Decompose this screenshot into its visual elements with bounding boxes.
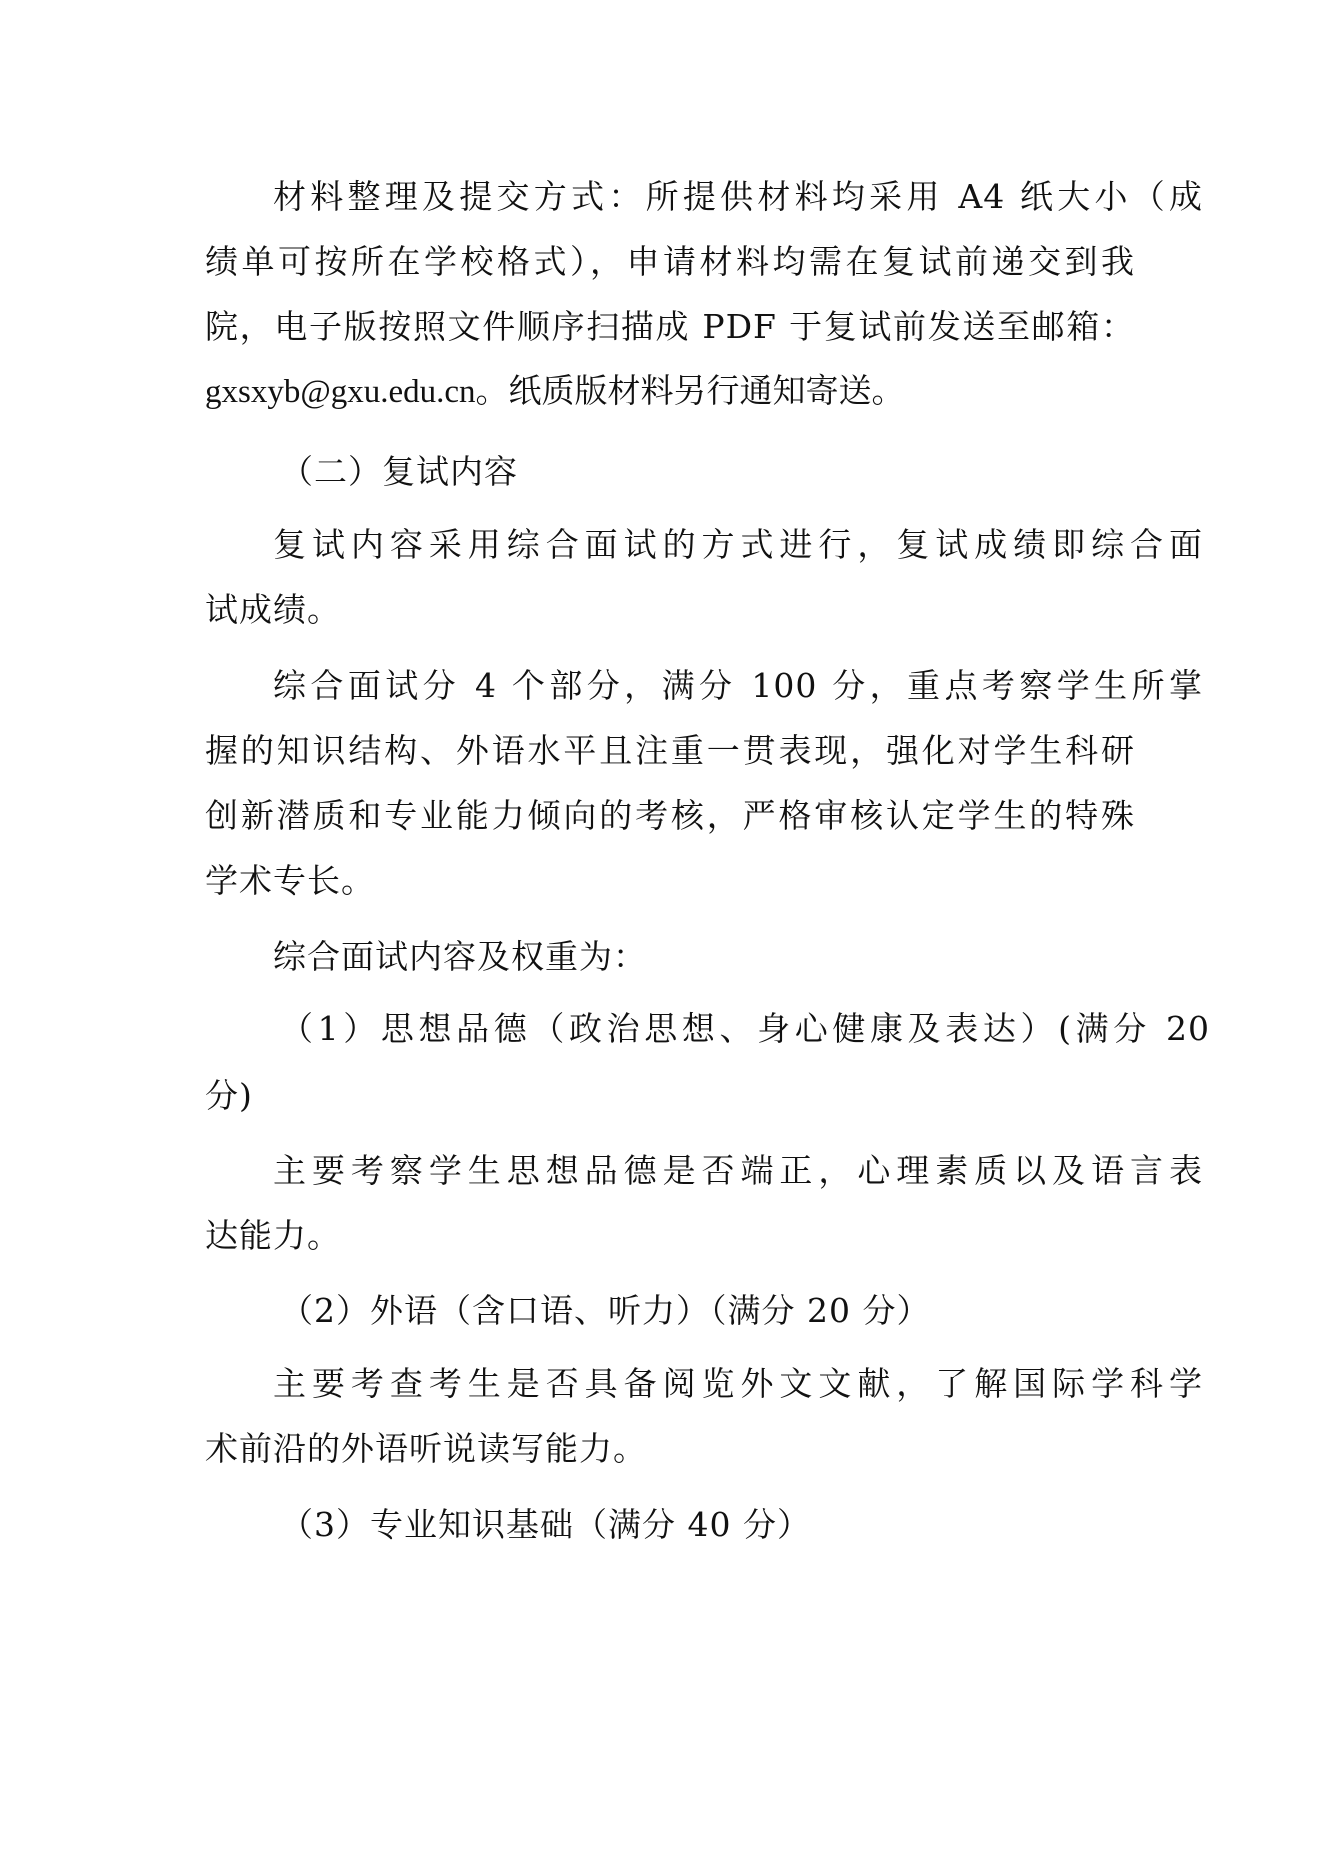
- paragraph-line: 学术专长。: [205, 861, 375, 900]
- paragraph-line: 握的知识结构、外语水平且注重一贯表现，强化对学生科研: [205, 731, 1135, 770]
- paragraph-line: 复试内容采用综合面试的方式进行，复试成绩即综合面: [273, 525, 1203, 564]
- paragraph-line: 材料整理及提交方式：所提供材料均采用 A4 纸大小（成: [273, 177, 1203, 216]
- paragraph-line: 试成绩。: [205, 590, 341, 629]
- list-item-heading: （2）外语（含口语、听力）（满分 20 分）: [280, 1291, 931, 1330]
- paragraph-line: 主要考查考生是否具备阅览外文文献，了解国际学科学: [273, 1364, 1203, 1403]
- list-item-heading: （3）专业知识基础（满分 40 分）: [280, 1505, 811, 1544]
- list-item-heading: （1）思想品德（政治思想、身心健康及表达）(满分 20: [280, 1009, 1210, 1048]
- section-heading: （二）复试内容: [280, 452, 518, 491]
- paragraph-line: 绩单可按所在学校格式），申请材料均需在复试前递交到我: [205, 242, 1135, 281]
- paragraph-line: 院，电子版按照文件顺序扫描成 PDF 于复试前发送至邮箱：: [205, 307, 1135, 346]
- paragraph-line: 创新潜质和专业能力倾向的考核，严格审核认定学生的特殊: [205, 796, 1135, 835]
- paragraph-line: 综合面试内容及权重为：: [273, 937, 647, 976]
- paragraph-line: 术前沿的外语听说读写能力。: [205, 1429, 647, 1468]
- paragraph-line: 综合面试分 4 个部分，满分 100 分，重点考察学生所掌: [273, 666, 1203, 705]
- paragraph-line: 达能力。: [205, 1216, 341, 1255]
- paragraph-line-email: gxsxyb@gxu.edu.cn。纸质版材料另行通知寄送。: [205, 374, 905, 410]
- list-item-heading: 分): [205, 1076, 253, 1115]
- paragraph-line: 主要考察学生思想品德是否端正，心理素质以及语言表: [273, 1151, 1203, 1190]
